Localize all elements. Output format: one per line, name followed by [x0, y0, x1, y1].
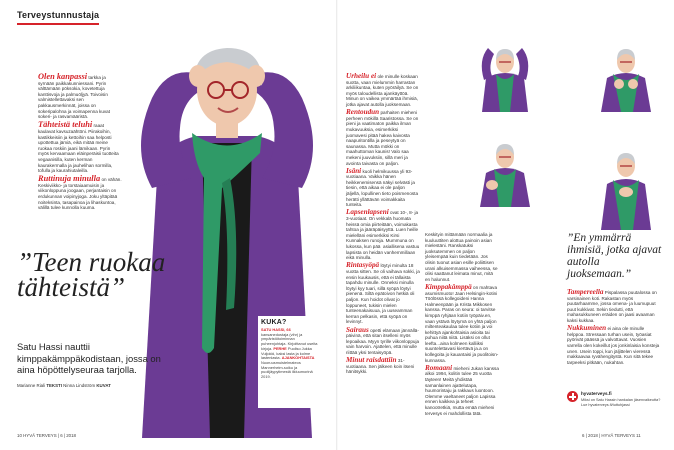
- section-rule: [17, 23, 99, 25]
- article-column-4: [567, 290, 661, 368]
- paragraph: Isäni kuoli helmikuussa yli 93-vuotiaana. Vaikka hänen heikkenemisensä näkyi selvästi ja tiesin, että aikaa ei ole paljon jäljellä, lopullinen tieto poismenosta herätti yllättävän voimakkaita tunteita.: [346, 166, 419, 208]
- headline-quote: ”Teen ruokaa tähteistä”: [17, 247, 166, 302]
- article-column-1: [38, 74, 122, 213]
- page-gutter: [336, 0, 338, 450]
- article-column-2: [346, 74, 420, 377]
- footer-right: 6 | 2018 | HYVÄ TERVEYS 11: [582, 433, 641, 438]
- kuka-factbox: [258, 316, 322, 408]
- article-column-3: [425, 232, 499, 419]
- paragraph: Sairaus opetti elämaan jännällä päivinä, että sitan itselleni myös lepoaikaa. Myyn tyrille viikonloppuja vain harvoin. Ajattelen, että minulle riittää yksi tentaisyöpä.: [346, 325, 420, 355]
- paragraph: Kimppakämppä on mahtava asumismuoto! Jaan Helsingin-kotini Töölössä kollegoideni Hanna Halmeenpään ja Krista Mikkosen kanssa. Paras on seura: oi tarvitse kimppä ryhjäan kotiin työpäiv.en, vaan ystävä löytymä on yhtä paljon miltenteakaulaa tulee kotiin ja voi kehittyä ajankohtaisia asioita tai puhua niitä niitä. Lisäksi on ollut leefta...aina kolmeen kalliiksi suuntelettavasi kiertävä ja.a on kollegoita jo kauantaisi ja puolitoisn-kunnassa.: [425, 282, 499, 363]
- pull-quote: ”En ymmärrä ihmisiä, jotka ajavat autolla juoksemaan.”: [567, 232, 662, 280]
- portrait-thumb-4: [595, 140, 657, 230]
- promo-site[interactable]: hyvaterveys.fi: [581, 391, 612, 396]
- factbox-body: SATU HASSI, 66 kansanedustaja (vihr) ja ympäristötoiminnan puheenjohtaja. Kirjoittanut useita kirjoja. PERHE Puoliso Jukka Vuljokki, kaksi lasta ja kolme lastenlasta. AJANKOHTAISTA Nuoruusmuistelmateos Mannerheim-soiku ja puolijäypytimestä ilkluumorinä 2019.: [261, 327, 318, 380]
- paragraph: Nukkuminen ei aina ole minulle helppoa. Stressaan turhan usein, työasiat pyörivät päässä ja valvottavat. Vuosien varrella olen kokeillut jos jonkinlaisia konsteja unen. Usein toppi, kun jäljittelen vieressä makkaavaa ryvähengitystä. Kun sitä tekee tarpeeksi pitkään, nukahtan.: [567, 324, 660, 365]
- web-promo: [567, 390, 663, 422]
- paragraph: Urheilu ei ole minulle koskaan suotta, vaan mielummin harrastan arkiliikuntaa, kuten pyöräilyä. Se on myös taloudellista ajankäyttöä. Minun on vaikea ymmärtää ihmisiä, jotka ajavat autolla juoksemaan.: [346, 72, 419, 107]
- paragraph: Ruttinuja minulla on vähän. Keskiviikko- ja torstaiaamuisin ja viikonloppuna joogaan, perjantaisin on erdukunnan voipinyjoga. Joku yltäpitää noiteksinta, tasapainoa ja lihaskuntoa, välillä tulee kunnolla kuuma.: [38, 174, 122, 211]
- portrait-thumb-1: [476, 40, 534, 112]
- footer-left: 10 HYVÄ TERVEYS | 6 | 2018: [17, 433, 76, 438]
- byline: Marianne Riali TEKSTI Ninna Lindström KUVAT: [17, 383, 111, 388]
- paragraph: Tähteistä teluhi raaat kaulavat kavsuzaähtöni. Piirakoihin, kastikkeisiin ja kettoihin saa helposti upottettua jämiä, eikä mitää meine ruokaa roskiin jaani lämikaan. Pyrin myös kervaamaan eläinperäisii tuotteita vegaanisilla, kuten kerman kaurakermalla ja jauhelihan sormilla, tofulla ja kaurahiutaleilla.: [38, 120, 119, 174]
- paragraph: Lapsenlapseni ovat 10-, 8- ja 3-vuotiaat. On vekkalä huomata heissä omia piirteitään, voimakasta tahtoa ja jääräpäisyyttä. Luen heille mielelläni esimerkiksi Kirsi Kunnaksen runoja. Mummuna on lukossa, kun pää asiallisena vastuu lapsista on heidän vanhemmillaan eikä minulla.: [346, 208, 420, 261]
- paragraph: Rintasyöpä löytyi minulta 18 vuotta sitten. Se oli vaihava sokki, ja ensin kuukausis, että ei tällaista tapahdu minulle. Onneksi minulla löytyi kyy tuari, sillä syöpä löytyi pienenä. Siltä epätoivon hetkiä oli paljon. Kun hoidot olivat jo loppuneet, tukisin mielen tunteenakaisuua, ja uuseamman kerran pelkasin, että syöpä on levinnyt.: [346, 261, 420, 325]
- paragraph: Olen kanpassi tarkka ja syrnään paikkakunniessani. Pyrin välttämään pöksokia, kovetettuja kanttisvoja ja palmuöljyä. Toivoisin valmistellettavaksi sen pakkausmerkinnät, joissa on sokeripalohna ja voimapenna kuvat sokeri- ja rasvamääristä.: [38, 72, 111, 120]
- paragraph: Tampereella Pispalassa puutalossa on varsinainen koti. Rakastan myös puutarhaamme, jossa omena- ja luumupuut puut kukkivat. Sekin tiedutti, että mahasukkuneen eräiden on jaasi avaaman kaksi kukkaa.: [567, 288, 657, 323]
- article-deck: Satu Hassi nauttii kimppakämppäkodistaan, jossa on aina höpöttelyseuraa tarjolla.: [17, 341, 161, 376]
- paragraph: Romaani mieheni Jukan kanssa alkoi 1994, kolitin tulee 25 vuotta täyteen! Meitä yhdistää samanlainen ajattelutapa, huumorintaju ja rakkaus luontoon. Olemme vaeltaneet paljon Lapissa ennen kaikkea ja teheet kanootretkiä, mutta emää mieheni tervesys ei mahdollista tätä.: [425, 363, 499, 416]
- factbox-title: KUKA?: [261, 319, 287, 326]
- paragraph: Rentoudun parhaiten mieheni perheen mökillä Saaristossa. Se on pieni ja vaatimaton paikka ilman mukavuuksia, esimerkiksi juomavesi pitää hakea kaivosta naapuritontilla ja peseytyä on saunassa. Mutta mökki on maahuttoman kaunis! Valo saa mekeni juuvuksiin, sillä meri ja avointa taivasta on paljon.: [346, 108, 419, 166]
- promo-note: Miksi on Satu Hassin hankalan jäsenvaikeutta? Lue hyvaterveys.fi/tuttuhjassi: [581, 398, 661, 407]
- portrait-thumb-3: [476, 135, 534, 207]
- portrait-thumb-2: [595, 40, 657, 112]
- section-title: Terveystunnustaja: [17, 10, 100, 20]
- paragraph: Minut raisdattiin 31-vuotiaana. Sen jälkeen koin itseni hänitsykki.: [346, 356, 415, 375]
- red-cross-icon: [567, 391, 578, 402]
- paragraph: Keskityin mittämään normaalia ja kuuluuttiten alottua painoin asian mielestäni. Ranskatuksi juoksutemmen on paljon yleisempää kuin tiedetään. Jos olisin tuonut asian esille poliittisen urani alkuisemmassa vaiheessa, se olisi saattanut leimata minut, mitä en halunnut.: [425, 232, 498, 282]
